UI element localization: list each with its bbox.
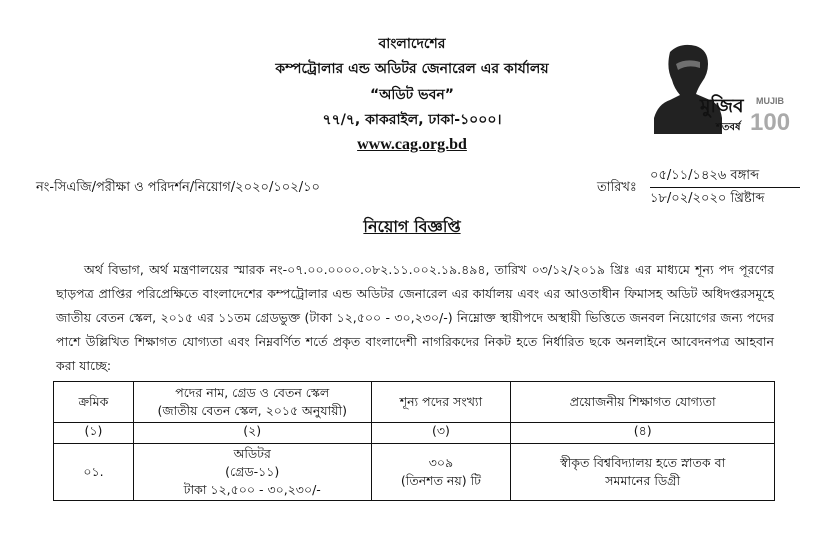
emblem-subtext: শতবর্ষ [716, 122, 741, 133]
row-post-scale: টাকা ১২,৫০০ - ৩০,২৩০/- [183, 482, 321, 497]
date-block [650, 165, 800, 210]
row-post-name: অডিটর [233, 446, 271, 461]
emblem-script: মুজিব [700, 95, 744, 117]
date-bangla: ০৫/১১/১৪২৬ বঙ্গাব্দ [650, 165, 800, 188]
header-address: ৭৭/৭, কাকরাইল, ঢাকা-১০০০। [322, 112, 502, 128]
col-number: (৩) [371, 423, 511, 444]
header-qualification: প্রয়োজনীয় শিক্ষাগত যোগ্যতা [511, 382, 775, 423]
row-qual-line2: সমমানের ডিগ্রী [605, 473, 681, 488]
row-vacancy-words: (তিনশত নয়) টি [400, 473, 481, 488]
mujib-100-logo-icon [650, 40, 791, 136]
header-building: “অডিট ভবন” [370, 87, 454, 103]
website-link[interactable]: www.cag.org.bd [357, 136, 467, 153]
table-row [54, 444, 775, 501]
emblem-number: 100 [750, 109, 791, 136]
row-vacancy-count: ৩০৯ [428, 455, 454, 470]
table-header-row [54, 382, 775, 423]
row-qual-line1: স্বীকৃত বিশ্ববিদ্যালয় হতে স্নাতক বা [560, 455, 726, 470]
memo-number: নং-সিএজি/পরীক্ষা ও পরিদর্শন/নিয়োগ/২০২০/১০২/১০ [36, 180, 320, 195]
col-number: (২) [133, 423, 371, 444]
date-gregorian: ১৮/০২/২০২০ খ্রিষ্টাব্দ [650, 191, 765, 206]
header-post [133, 382, 371, 423]
col-number: (১) [54, 423, 134, 444]
header-serial: ক্রমিক [54, 382, 134, 423]
notice-body: অর্থ বিভাগ, অর্থ মন্ত্রণালয়ের স্মারক নং-০৭.০০.০০০০.০৮২.১১.০০২.১৯.৪৯৪, তারিখ ০৩/১২/২০১৯ খ্রিঃ এর মাধ্যমে শূন্য পদ পূরণের ছাড়পত্র প্রাপ্তির পরিপ্রেক্ষিতে বাংলাদেশের কম্পট্রোলার এন্ড অডিটর জেনারেল এর কার্যালয় এবং এর আওতাধীন ফিমাসহ অডিট অধিদপ্তরসমূহে জাতীয় বেতন স্কেল, ২০১৫ এর ১১তম গ্রেডভুক্ত (টাকা ১২,৫০০ - ৩০,২৩০/-) নিম্নোক্ত স্থায়ীপদে অস্থায়ী ভিত্তিতে জনবল নিয়োগের জন্য পদের পাশে উল্লিখিত শিক্ষাগত যোগ্যতা এবং নিম্নবর্ণিত শর্তে প্রকৃত বাংলাদেশী নাগরিকদের নিকট হতে নির্ধারিত ছকে অনলাইনে আবেদনপত্র আহবান করা যাচ্ছে: [56, 262, 774, 373]
row-vacancies [371, 444, 511, 501]
header-vacancies: শূন্য পদের সংখ্যা [371, 382, 511, 423]
portrait-silhouette [654, 45, 722, 134]
vacancy-table [53, 381, 775, 501]
col-number: (৪) [511, 423, 775, 444]
emblem-brand: MUJIB [756, 96, 785, 106]
notice-title-text: নিয়োগ বিজ্ঞপ্তি [363, 217, 461, 236]
header-post-line2: (জাতীয় বেতন স্কেল, ২০১৫ অনুযায়ী) [157, 403, 347, 418]
row-qualification [511, 444, 775, 501]
table-number-row [54, 423, 775, 444]
row-serial: ০১. [54, 444, 134, 501]
row-post [133, 444, 371, 501]
header-office: কম্পট্রোলার এন্ড অডিটর জেনারেল এর কার্যালয় [275, 61, 549, 77]
notice-title [0, 214, 824, 241]
row-post-grade: (গ্রেড-১১) [225, 464, 280, 479]
date-label: তারিখঃ [597, 180, 637, 195]
header-post-line1: পদের নাম, গ্রেড ও বেতন স্কেল [175, 385, 330, 400]
header-country: বাংলাদেশের [378, 36, 446, 52]
